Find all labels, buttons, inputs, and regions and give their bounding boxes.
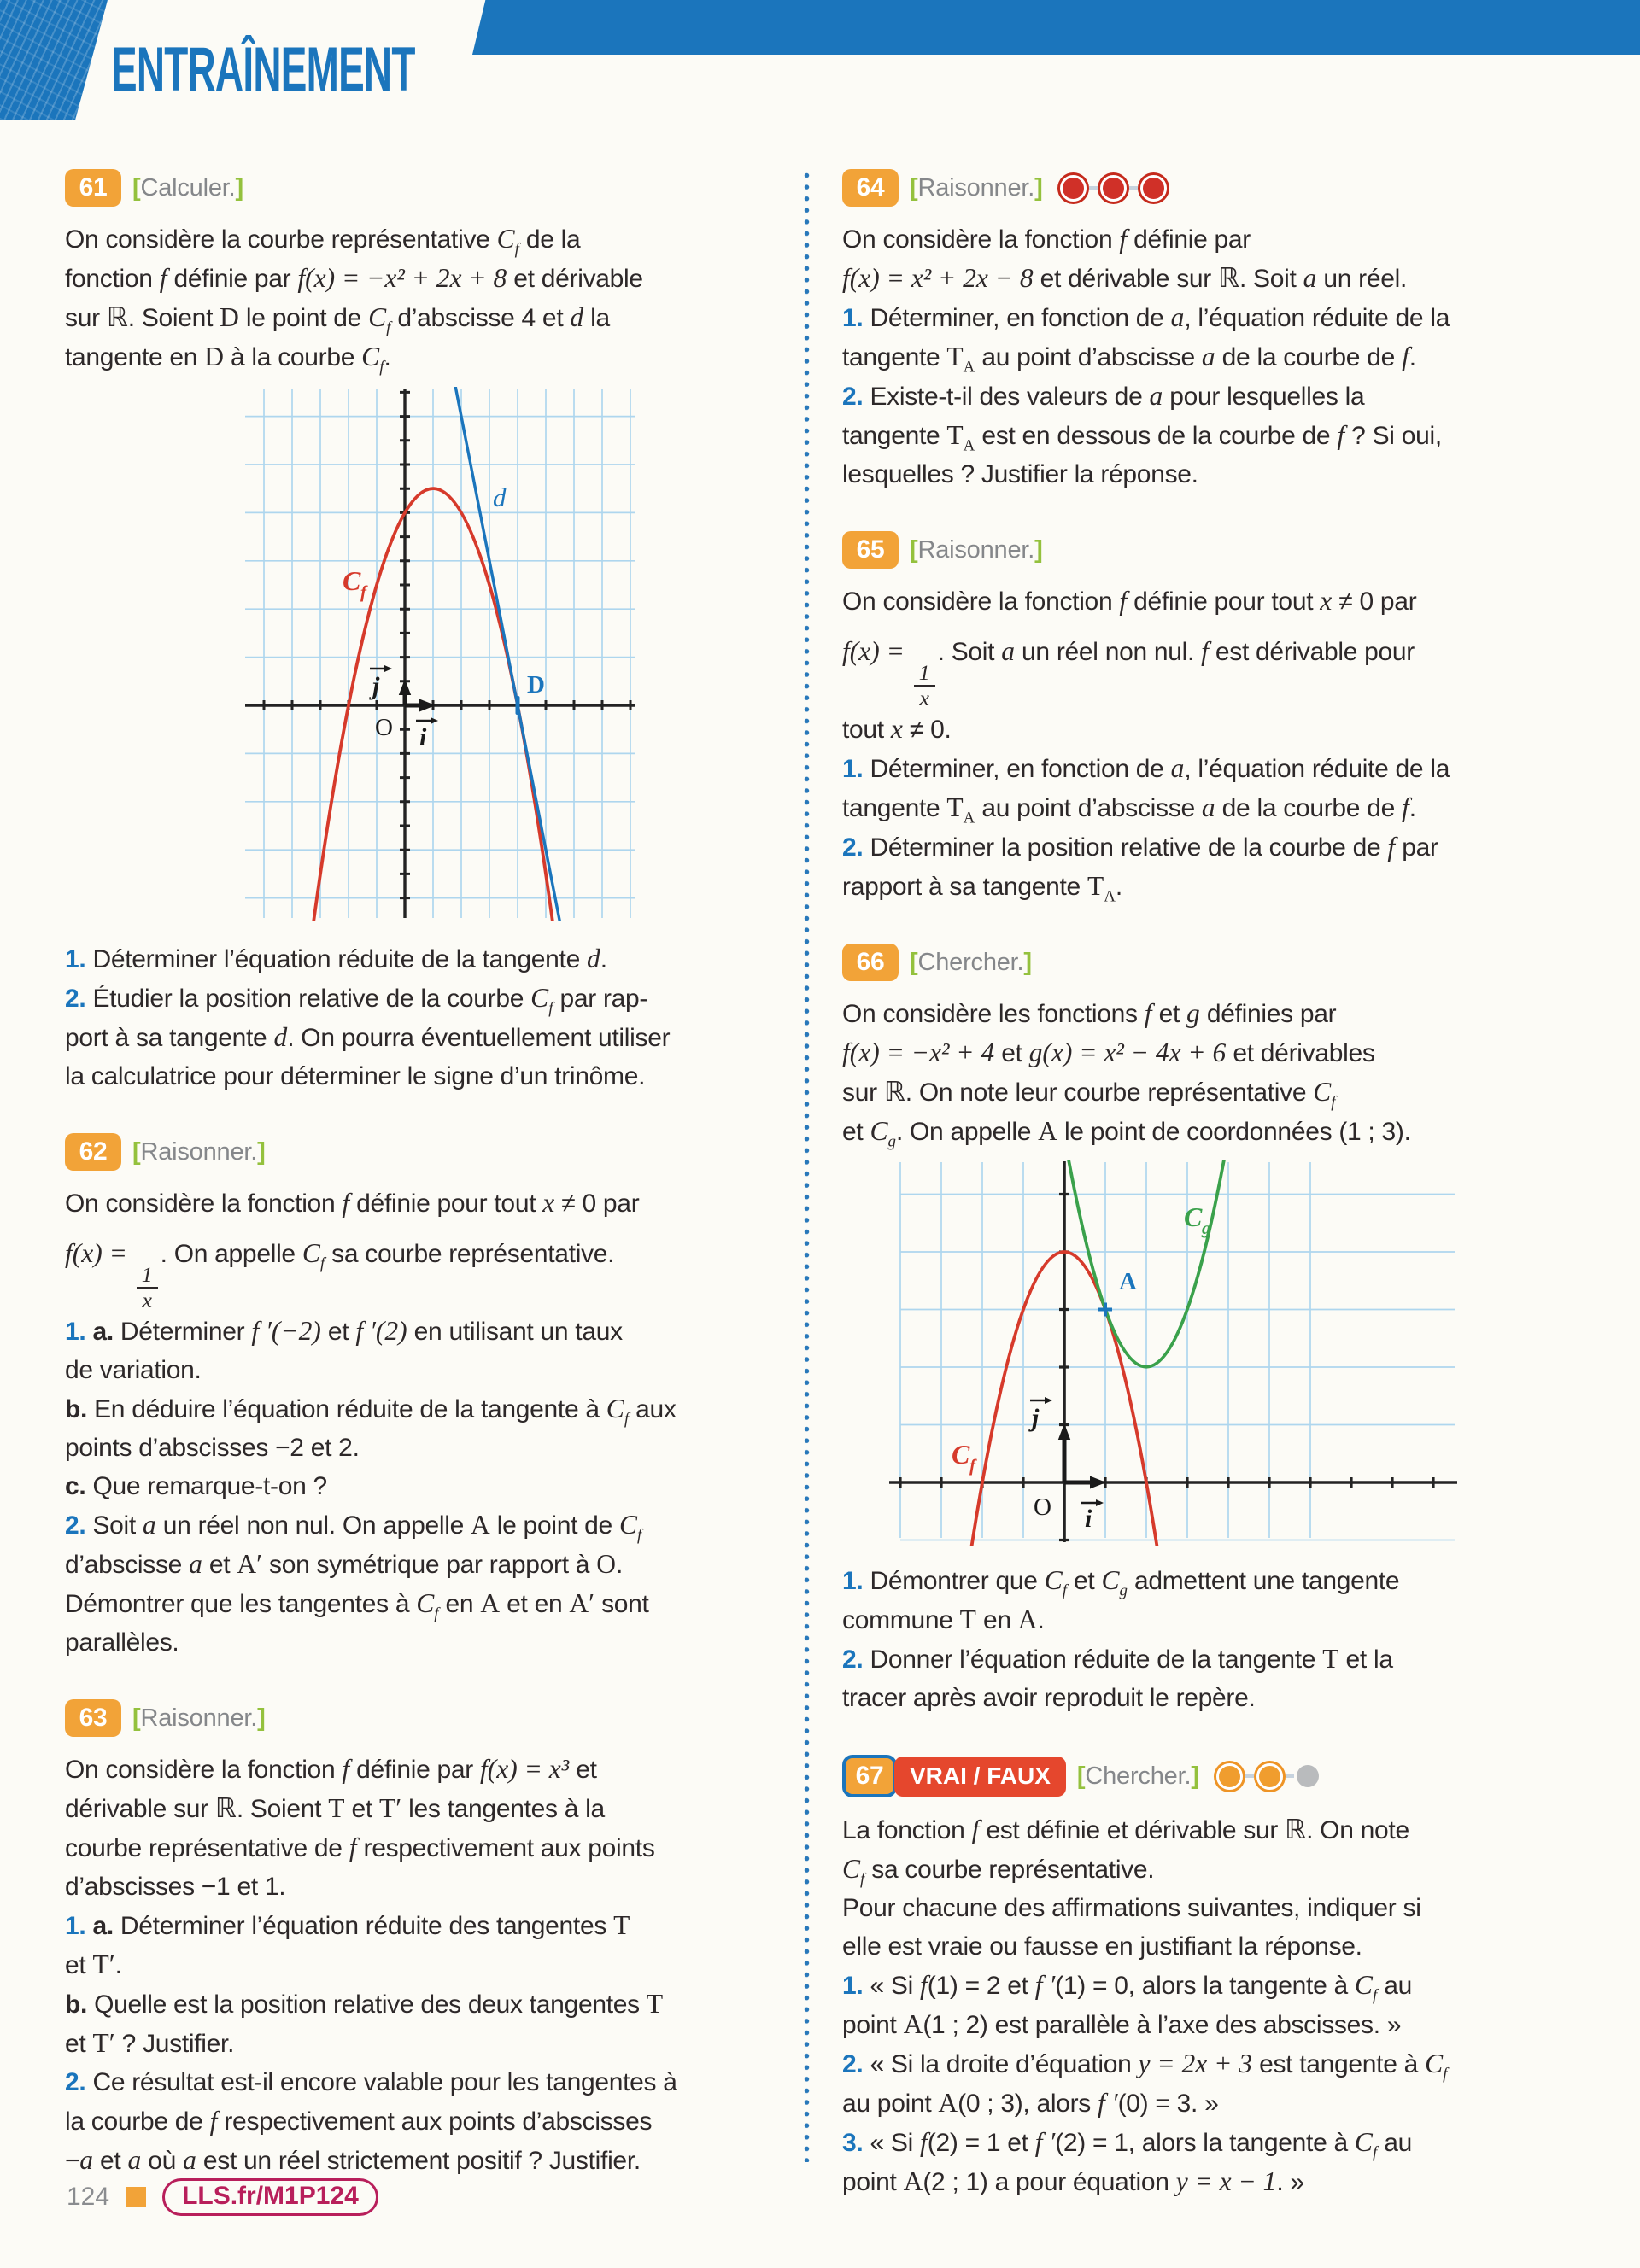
exercise-67 [842,1755,1556,2201]
text-line: de variation. [65,1356,202,1385]
text-line: parallèles. [65,1628,179,1657]
text-line: et $C_g$. On appelle A le point de coordonnées (1 ; 3). [842,1116,1411,1151]
text-line: f(x) = $\frac{1}{x}$ . On appelle $C_f$ sa courbe représentative. [65,1238,615,1313]
text-line: fonction f définie par f(x) = −x² + 2x + 8 et dérivable [65,263,643,293]
text-line: On considère la fonction f définie pour tout x ≠ 0 par [65,1188,640,1218]
exercise-number-badge: 64 [842,169,899,207]
text-line: elle est vraie ou fausse en justifiant la réponse. [842,1932,1362,1961]
exercise-64-body [842,219,1556,494]
difficulty-connector [1245,1774,1254,1778]
exercise-number-badge: 63 [65,1699,121,1737]
text-line: La fonction f est définie et dérivable sur ℝ. On note [842,1815,1409,1845]
text-line: dérivable sur ℝ. Soient T et T′ les tangentes à la [65,1793,605,1824]
difficulty-connector [1129,186,1138,190]
origin-label: O [1034,1493,1051,1522]
text-line: sur ℝ. On note leur courbe représentative $C_f$ [842,1077,1336,1112]
i-label: i [419,723,427,751]
text-line: tangente en D à la courbe $C_f$. [65,342,391,377]
exercise-62 [65,1133,779,1662]
text-line: 2. Ce résultat est-il encore valable pour les tangentes à [65,2068,677,2097]
text-line: On considère la courbe représentative $C_f$ de la [65,224,581,259]
D-label: D [527,671,545,699]
text-line: au point A(0 ; 3), alors f ′(0) = 3. » [842,2088,1219,2119]
method-label: [Calculer.] [132,173,243,202]
text-line: On considère la fonction f définie pour tout x ≠ 0 par [842,586,1417,616]
exercise-63-header [65,1699,779,1737]
difficulty-dot [1256,1763,1283,1790]
exercise-61-header [65,169,779,207]
exercise-66-header [842,944,1556,981]
text-line: f(x) = $\frac{1}{x}$ . Soit a un réel non nul. f est dérivable pour [842,636,1414,711]
A-label: A [1119,1268,1137,1296]
graph-66-svg [887,1160,1493,1546]
text-line: rapport à sa tangente $T_A$. [842,871,1122,906]
text-line: 1. Démontrer que $C_f$ et $C_g$ admettent une tangente [842,1565,1400,1600]
difficulty-dot [1140,175,1167,202]
text-line: tracer après avoir reproduit le repère. [842,1684,1256,1713]
method-label: [Raisonner.] [132,1137,266,1166]
footer-link-badge[interactable]: LLS.fr/M1P124 [162,2178,378,2216]
difficulty-dot [1216,1763,1243,1790]
difficulty-dot [1100,175,1127,202]
header-decoration [0,0,108,120]
difficulty-dot [1060,175,1086,202]
text-line: tangente $T_A$ est en dessous de la courbe de f ? Si oui, [842,420,1442,455]
cg-label: $C_g$ [1184,1201,1211,1239]
point-A-marker [1098,1303,1112,1317]
j-label: j [1032,1404,1040,1433]
vrai-faux-tag: VRAI / FAUX [894,1757,1066,1797]
column-divider-dotted [804,172,810,2162]
j-label-arrowhead [384,665,392,672]
grid-vertical [264,389,630,918]
exercise-number-badge: 62 [65,1133,121,1171]
method-label: [Raisonner.] [132,1704,266,1732]
text-line: et T′. [65,1949,122,1980]
text-line: 1. Déterminer l’équation réduite de la tangente d. [65,944,607,973]
text-line: courbe représentative de f respectivement aux points [65,1833,655,1863]
graph-61 [240,387,638,927]
text-line: $C_f$ sa courbe représentative. [842,1854,1155,1889]
page-title: ENTRAÎNEMENT [111,35,415,105]
exercise-number-badge: 67 [842,1755,897,1797]
footer [67,2178,378,2216]
text-line: Pour chacune des affirmations suivantes, indiquer si [842,1894,1421,1923]
text-line: Démontrer que les tangentes à $C_f$ en A et en A′ sont [65,1588,649,1623]
point-D-marker [516,696,520,715]
method-label: [Raisonner.] [910,173,1043,202]
exercise-65-body [842,582,1556,906]
difficulty-connector [1286,1774,1294,1778]
exercise-61-intro [65,219,779,377]
origin-label: O [375,714,393,741]
text-line: d’abscisses −1 et 1. [65,1873,286,1902]
i-label: i [1085,1505,1092,1534]
text-line: 2. Existe-t-il des valeurs de a pour lesquelles la [842,381,1365,411]
text-line: 2. Donner l’équation réduite de la tangente T et la [842,1644,1393,1675]
cf-label: $C_f$ [952,1439,975,1476]
text-line: tangente $T_A$ au point d’abscisse a de la courbe de f. [842,792,1416,827]
exercise-number-badge: 61 [65,169,121,207]
text-line: tangente $T_A$ au point d’abscisse a de la courbe de f. [842,342,1416,377]
text-line: On considère la fonction f définie par [842,224,1250,254]
i-label-arrowhead [1096,1499,1104,1506]
text-line: 3. « Si f(2) = 1 et f ′(2) = 1, alors la tangente à $C_f$ au [842,2127,1412,2162]
text-line: 1. a. Déterminer l’équation réduite des tangentes T [65,1910,630,1941]
exercise-66-intro [842,994,1556,1151]
text-line: On considère la fonction f définie par f(x) = x³ et [65,1754,597,1785]
difficulty-connector [1089,186,1098,190]
left-column [65,167,779,2180]
text-line: port à sa tangente d. On pourra éventuellement utiliser [65,1022,671,1052]
text-line: 2. Étudier la position relative de la courbe $C_f$ par rap- [65,983,648,1018]
text-line: lesquelles ? Justifier la réponse. [842,460,1198,488]
graph-61-svg [240,387,638,921]
exercise-65-header [842,531,1556,569]
right-column [842,167,1556,2201]
text-line: d’abscisse a et A′ son symétrique par rapport à O. [65,1549,623,1580]
graph-66 [887,1160,1493,1552]
j-label-arrowhead [1045,1397,1052,1404]
exercise-62-header [65,1133,779,1171]
text-line: c. Que remarque-t-on ? [65,1472,327,1501]
text-line: point A(1 ; 2) est parallèle à l’axe des abscisses. » [842,2009,1402,2040]
method-label: [Chercher.] [1076,1762,1199,1790]
text-line: b. Quelle est la position relative des deux tangentes T [65,1989,664,2020]
text-line: f(x) = x² + 2x − 8 et dérivable sur ℝ. Soit a un réel. [842,263,1408,293]
text-line: 1. Déterminer, en fonction de a, l’équation réduite de la [842,753,1450,784]
i-arrowhead [1090,1476,1106,1489]
text-line: 2. Déterminer la position relative de la courbe de f par [842,832,1438,862]
difficulty-indicator [1057,175,1169,202]
text-line: 2. « Si la droite d’équation y = 2x + 3 est tangente à $C_f$ [842,2049,1448,2084]
exercise-67-header [842,1755,1556,1797]
text-line: sur ℝ. Soient D le point de $C_f$ d’abscisse 4 et d la [65,302,610,337]
text-line: commune T en A. [842,1605,1045,1635]
page-number: 124 [67,2183,110,2211]
text-line: la courbe de f respectivement aux points d’abscisses [65,2106,653,2136]
text-line: f(x) = −x² + 4 et g(x) = x² − 4x + 6 et dérivables [842,1038,1375,1068]
j-label: j [372,672,380,700]
exercise-65 [842,531,1556,906]
exercise-number-badge: 65 [842,531,899,569]
cf-label: $C_f$ [343,565,366,602]
exercise-66 [842,944,1556,1717]
exercise-62-body [65,1184,779,1662]
exercise-61 [65,169,779,1096]
text-line: points d’abscisses −2 et 2. [65,1434,360,1463]
text-line: point A(2 ; 1) a pour équation y = x − 1. » [842,2166,1304,2197]
footer-orange-square [126,2187,146,2207]
difficulty-dot [1297,1765,1319,1787]
d-label: d [493,482,507,512]
difficulty-indicator [1214,1763,1321,1790]
method-label: [Raisonner.] [910,535,1043,564]
i-label-arrowhead [430,717,438,724]
text-line: 1. a. Déterminer f ′(−2) et f ′(2) en utilisant un taux [65,1316,623,1347]
exercise-63 [65,1699,779,2180]
text-line: On considère les fonctions f et g définies par [842,998,1337,1029]
exercise-63-body [65,1750,779,2180]
exercise-64 [842,169,1556,494]
text-line: −a et a où a est un réel strictement positif ? Justifier. [65,2145,641,2176]
text-line: 1. « Si f(1) = 2 et f ′(1) = 0, alors la tangente à $C_f$ au [842,1970,1412,2005]
text-line: 1. Déterminer, en fonction de a, l’équation réduite de la [842,302,1450,332]
grid-horizontal [900,1195,1455,1540]
method-label: [Chercher.] [910,948,1032,976]
text-line: 2. Soit a un réel non nul. On appelle A le point de $C_f$ [65,1510,642,1545]
text-line: b. En déduire l’équation réduite de la tangente à $C_f$ aux [65,1394,676,1429]
exercise-64-header [842,169,1556,207]
exercise-61-questions [65,939,779,1096]
text-line: la calculatrice pour déterminer le signe d’un trinôme. [65,1062,646,1090]
exercise-67-body [842,1810,1556,2201]
text-line: et T′ ? Justifier. [65,2028,235,2059]
text-line: tout x ≠ 0. [842,714,952,745]
exercise-66-questions [842,1561,1556,1717]
exercise-number-badge: 66 [842,944,899,981]
